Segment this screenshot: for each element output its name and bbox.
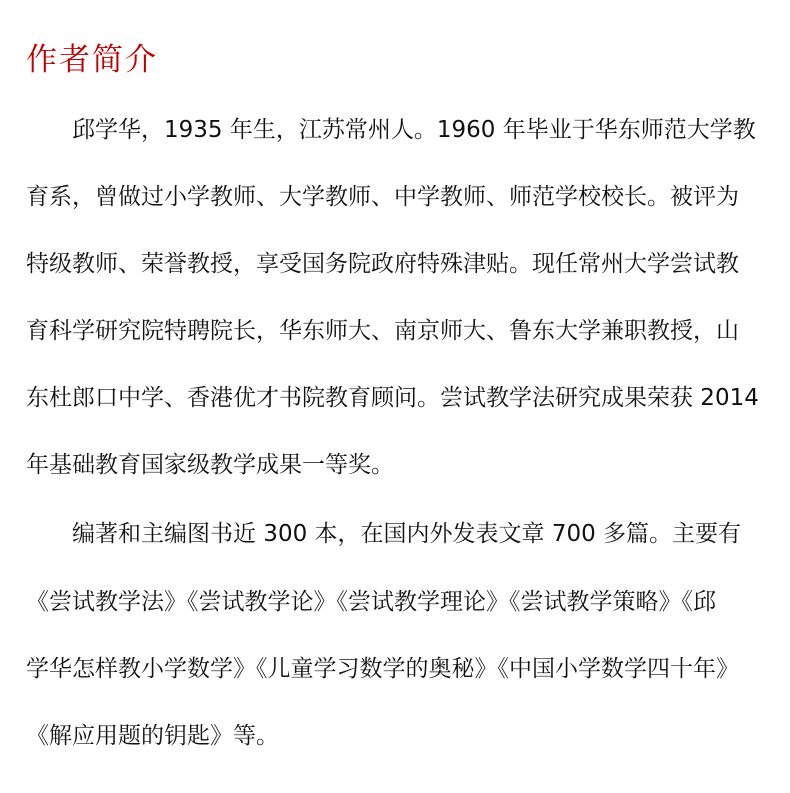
paragraph-1-line-3: 特级教师、荣誉教授，享受国务院政府特殊津贴。现任常州大学尝试教: [26, 251, 739, 277]
section-title: 作者简介: [26, 42, 158, 78]
paragraph-1-line-4: 育科学研究院特聘院长，华东师大、南京师大、鲁东大学兼职教授，山: [26, 318, 739, 344]
paragraph-1-line-2: 育系，曾做过小学教师、大学教师、中学教师、师范学校校长。被评为: [26, 184, 739, 210]
paragraph-1-line-1: 邱学华，1935 年生，江苏常州人。1960 年毕业于华东师范大学教: [72, 117, 756, 143]
paragraph-1-line-6: 年基础教育国家级教学成果一等奖。: [26, 452, 394, 478]
paragraph-2-line-1: 编著和主编图书近 300 本，在国内外发表文章 700 多篇。主要有: [72, 521, 742, 547]
paragraph-2-line-4: 《解应用题的钥匙》等。: [26, 723, 279, 749]
paragraph-2-line-2: 《尝试教学法》《尝试教学论》《尝试教学理论》《尝试教学策略》《邱: [26, 589, 716, 615]
paragraph-2-line-3: 学华怎样教小学数学》《儿童学习数学的奥秘》《中国小学数学四十年》: [26, 656, 739, 682]
paragraph-1-line-5: 东杜郎口中学、香港优才书院教育顾问。尝试教学法研究成果荣获 2014: [26, 385, 759, 411]
